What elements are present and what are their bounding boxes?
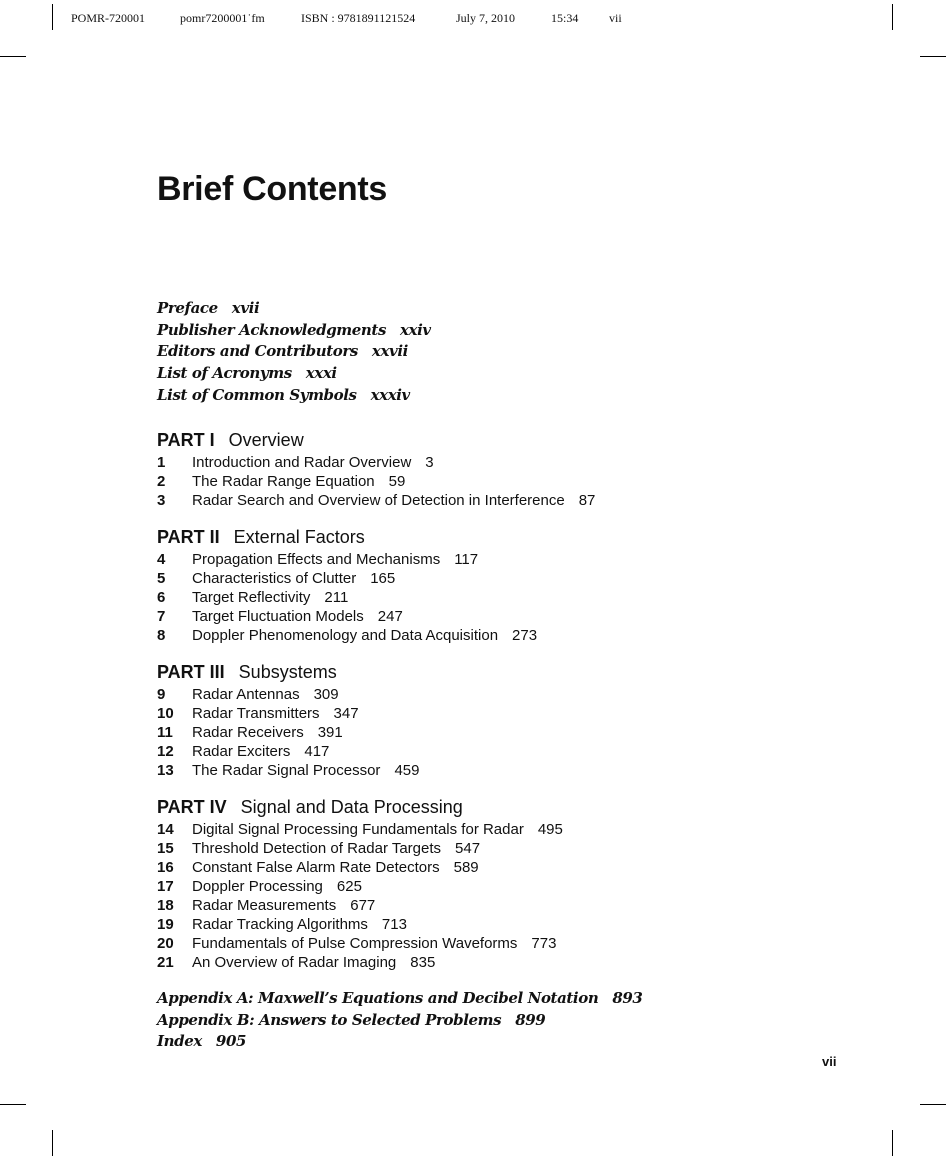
chapter-title: Radar Tracking Algorithms <box>192 916 368 933</box>
chapter-page: 3 <box>425 454 434 471</box>
chapter-title: Propagation Effects and Mechanisms <box>192 551 441 568</box>
crop-mark <box>920 1104 946 1105</box>
chapter-page: 713 <box>381 916 407 933</box>
chapter-title: Introduction and Radar Overview <box>192 454 412 471</box>
item-page: 905 <box>215 1032 247 1051</box>
chapter-number: 21 <box>157 954 174 971</box>
header-isbn: ISBN : 9781891121524 <box>301 11 416 25</box>
header-time: 15:34 <box>551 11 579 25</box>
chapter-page: 835 <box>410 954 436 971</box>
item-page: xvii <box>231 299 260 317</box>
chapter-entry <box>157 742 419 761</box>
item-page: 893 <box>612 989 643 1007</box>
chapter-entry <box>157 839 563 858</box>
chapter-title: Radar Antennas <box>192 686 300 703</box>
chapter-page: 309 <box>313 686 339 703</box>
chapter-page: 773 <box>531 935 557 952</box>
crop-mark <box>52 4 53 30</box>
chapter-entry <box>157 704 419 723</box>
chapter-number: 5 <box>157 570 166 587</box>
chapter-page: 273 <box>512 627 538 644</box>
chapter-entry <box>157 858 563 877</box>
chapter-title: An Overview of Radar Imaging <box>192 954 397 971</box>
item-title: Publisher Acknowledgments <box>157 320 386 339</box>
chapter-number: 13 <box>157 762 174 779</box>
chapter-number: 16 <box>157 859 174 876</box>
part-title: Signal and Data Processing <box>240 797 463 817</box>
chapter-number: 4 <box>157 551 166 568</box>
item-title: List of Common Symbols <box>157 385 357 404</box>
part-label: PART II <box>157 527 220 547</box>
chapter-number: 18 <box>157 897 174 914</box>
chapter-title: Radar Measurements <box>192 897 337 914</box>
chapter-number: 19 <box>157 916 174 933</box>
item-page: xxiv <box>400 320 431 339</box>
part-title: Overview <box>228 430 304 450</box>
item-page: xxvii <box>371 342 408 361</box>
chapter-page: 495 <box>537 821 563 838</box>
chapter-page: 59 <box>388 473 406 490</box>
chapter-entry <box>157 453 595 472</box>
chapter-entry <box>157 607 537 626</box>
part-heading <box>157 659 419 685</box>
page-number: vii <box>822 1054 837 1069</box>
chapter-title: Fundamentals of Pulse Compression Waveforms <box>192 935 518 952</box>
chapter-page: 417 <box>304 743 330 760</box>
item-page: xxxi <box>305 364 337 383</box>
part-title: Subsystems <box>238 662 337 682</box>
chapter-title: Digital Signal Processing Fundamentals for Radar <box>192 821 524 838</box>
item-page: xxxiv <box>370 385 410 404</box>
chapter-number: 7 <box>157 608 166 625</box>
chapter-page: 589 <box>453 859 479 876</box>
chapter-title: Radar Exciters <box>192 743 291 760</box>
crop-mark <box>892 4 893 30</box>
chapter-number: 2 <box>157 473 166 490</box>
crop-mark <box>52 1130 53 1156</box>
front-matter-item <box>157 341 431 363</box>
item-title: Appendix A: Maxwell’s Equations and Decibel Notation <box>157 989 599 1007</box>
chapter-entry <box>157 896 563 915</box>
crop-mark <box>920 56 946 57</box>
part-label: PART IV <box>157 797 227 817</box>
part-heading <box>157 524 537 550</box>
chapter-number: 3 <box>157 492 166 509</box>
chapter-title: Threshold Detection of Radar Targets <box>192 840 442 857</box>
item-page: 899 <box>515 1010 546 1029</box>
part-4 <box>157 794 563 972</box>
chapter-entry <box>157 685 419 704</box>
chapter-entry <box>157 472 595 491</box>
chapter-title: The Radar Range Equation <box>192 473 375 490</box>
chapter-page: 165 <box>370 570 396 587</box>
chapter-number: 15 <box>157 840 174 857</box>
part-3 <box>157 659 419 780</box>
back-matter-item <box>157 1010 642 1032</box>
chapter-number: 14 <box>157 821 174 838</box>
part-label: PART III <box>157 662 225 682</box>
header-file: pomr7200001˙fm <box>180 11 265 25</box>
chapter-number: 1 <box>157 454 166 471</box>
chapter-page: 117 <box>454 551 479 568</box>
chapter-number: 9 <box>157 686 166 703</box>
chapter-page: 459 <box>394 762 420 779</box>
front-matter-item <box>157 385 431 407</box>
back-matter-item <box>157 988 642 1010</box>
chapter-page: 625 <box>336 878 362 895</box>
chapter-page: 347 <box>333 705 359 722</box>
chapter-title: The Radar Signal Processor <box>192 762 381 779</box>
chapter-entry <box>157 877 563 896</box>
chapter-page: 677 <box>350 897 376 914</box>
part-title: External Factors <box>233 527 365 547</box>
part-2 <box>157 524 537 645</box>
chapter-number: 20 <box>157 935 174 952</box>
item-title: Editors and Contributors <box>157 342 358 361</box>
part-heading <box>157 427 595 453</box>
chapter-title: Constant False Alarm Rate Detectors <box>192 859 440 876</box>
front-matter-item <box>157 320 431 342</box>
chapter-entry <box>157 820 563 839</box>
back-matter-item <box>157 1031 642 1053</box>
running-header <box>71 11 622 26</box>
chapter-number: 17 <box>157 878 174 895</box>
part-label: PART I <box>157 430 215 450</box>
chapter-title: Radar Search and Overview of Detection in Interference <box>192 492 565 509</box>
chapter-entry <box>157 626 537 645</box>
chapter-page: 87 <box>578 492 596 509</box>
part-1 <box>157 427 595 510</box>
chapter-title: Doppler Phenomenology and Data Acquisition <box>192 627 499 644</box>
chapter-entry <box>157 934 563 953</box>
chapter-entry <box>157 550 537 569</box>
front-matter-item <box>157 363 431 385</box>
front-matter-list <box>157 298 431 407</box>
chapter-title: Target Reflectivity <box>192 589 311 606</box>
chapter-entry <box>157 761 419 780</box>
crop-mark <box>892 1130 893 1156</box>
chapter-title: Characteristics of Clutter <box>192 570 357 587</box>
chapter-page: 547 <box>455 840 481 857</box>
chapter-title: Radar Transmitters <box>192 705 320 722</box>
item-title: Index <box>157 1032 202 1051</box>
chapter-title: Doppler Processing <box>192 878 323 895</box>
chapter-entry <box>157 723 419 742</box>
chapter-title: Radar Receivers <box>192 724 304 741</box>
part-heading <box>157 794 563 820</box>
chapter-entry <box>157 588 537 607</box>
header-page: vii <box>609 11 622 25</box>
chapter-page: 247 <box>377 608 403 625</box>
chapter-number: 12 <box>157 743 174 760</box>
chapter-number: 11 <box>157 724 173 741</box>
chapter-number: 6 <box>157 589 166 606</box>
page-title: Brief Contents <box>157 170 388 208</box>
item-title: List of Acronyms <box>157 364 292 383</box>
item-title: Preface <box>157 299 218 317</box>
header-date: July 7, 2010 <box>456 11 516 25</box>
chapter-number: 10 <box>157 705 174 722</box>
item-title: Appendix B: Answers to Selected Problems <box>157 1010 502 1029</box>
chapter-number: 8 <box>157 627 166 644</box>
crop-mark <box>0 56 26 57</box>
chapter-entry <box>157 953 563 972</box>
header-code: POMR-720001 <box>71 11 146 25</box>
crop-mark <box>0 1104 26 1105</box>
chapter-page: 391 <box>317 724 343 741</box>
chapter-entry <box>157 491 595 510</box>
chapter-entry <box>157 915 563 934</box>
back-matter-list <box>157 988 642 1053</box>
chapter-title: Target Fluctuation Models <box>192 608 364 625</box>
chapter-page: 211 <box>324 589 349 606</box>
chapter-entry <box>157 569 537 588</box>
front-matter-item <box>157 298 431 320</box>
